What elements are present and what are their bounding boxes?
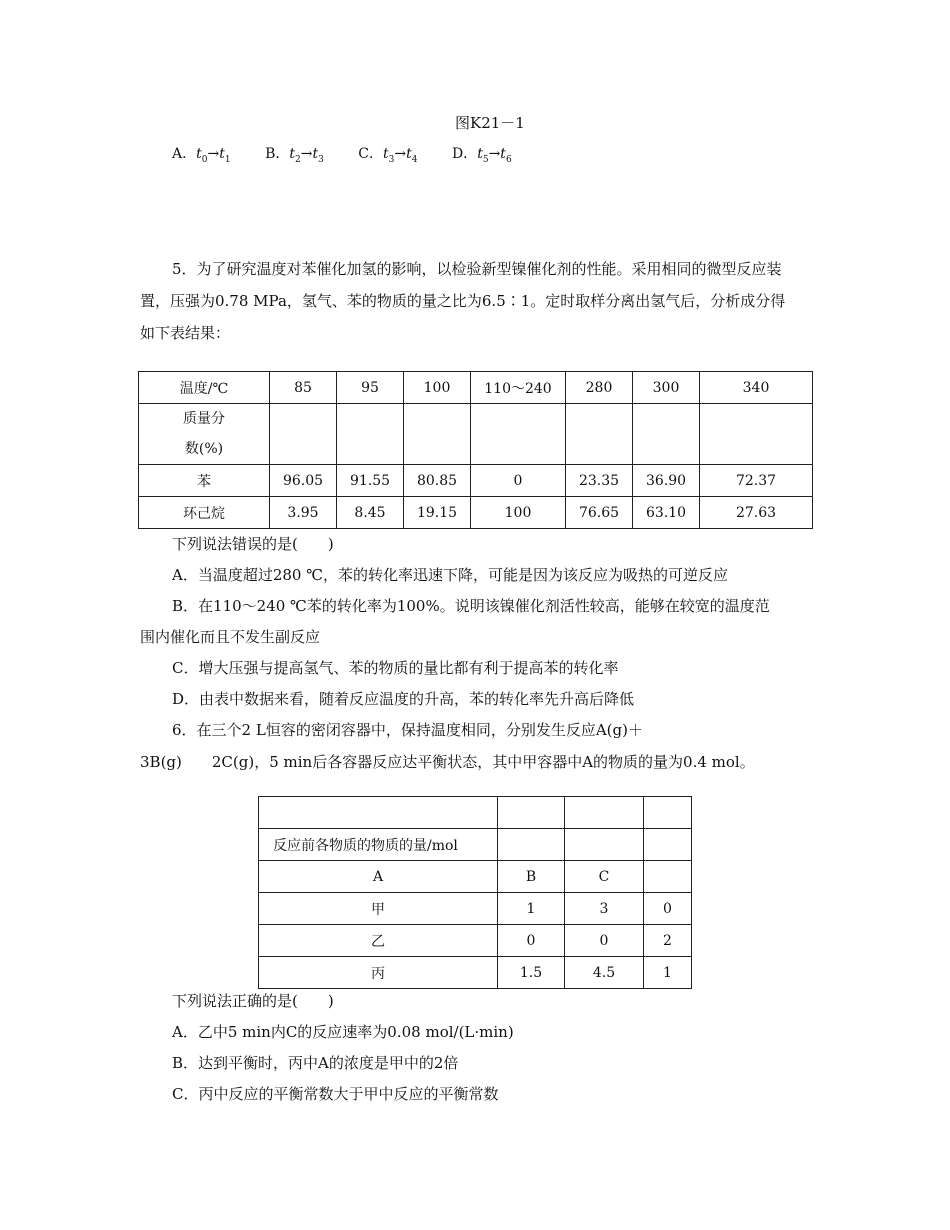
table-cell (471, 404, 566, 465)
q5-option-b: B．在110～240 ℃苯的转化率为100%。说明该镍催化剂活性较高，能够在较宽的温度范 (172, 597, 770, 615)
table-cell: 3 (565, 893, 644, 925)
time-symbol: t (406, 146, 412, 162)
q6-stem-line2: 3B(g) 2C(g)，5 min后各容器反应达平衡状态，其中甲容器中A的物质的量为0.4 mol。 (140, 753, 755, 771)
option-label: D． (451, 146, 478, 162)
table-cell: 0 (565, 925, 644, 957)
row-label: 苯 (139, 465, 270, 497)
table-cell: 1 (644, 957, 692, 989)
subscript: 3 (318, 154, 324, 165)
table-cell: 100 (471, 497, 566, 529)
table-row (259, 925, 692, 957)
q5-stem: 5．为了研究温度对苯催化加氢的影响，以检验新型镍催化剂的性能。采用相同的微型反应装置，压强为0.78 MPa，氢气、苯的物质的量之比为6.5∶1。定时取样分离出氢气后，分析成分得如下表结果： (140, 260, 786, 342)
table-header-cell: 85 (270, 372, 337, 404)
subscript: 1 (224, 154, 231, 165)
table-cell (498, 797, 565, 829)
q4-options (172, 143, 542, 165)
q6-data-table (258, 796, 692, 989)
table-cell: 19.15 (404, 497, 471, 529)
q5-option-d: D．由表中数据来看，随着反应温度的升高，苯的转化率先升高后降低 (172, 690, 635, 708)
time-symbol: t (312, 146, 319, 162)
time-symbol: t (289, 146, 295, 162)
table-row (139, 497, 813, 529)
option-label: C． (358, 146, 384, 162)
table-header-cell: 110～240 (471, 372, 566, 404)
q4-option-c (358, 143, 417, 165)
q4-option-a (172, 143, 231, 165)
q4-option-b (265, 143, 324, 165)
table-header-cell: 300 (633, 372, 700, 404)
table-cell (565, 797, 644, 829)
table-cell: 27.63 (700, 497, 813, 529)
time-symbol: t (196, 146, 202, 162)
table-row (139, 372, 813, 404)
table-cell (404, 404, 471, 465)
table-cell (259, 797, 498, 829)
q5-data-table (138, 371, 813, 529)
table-cell (644, 797, 692, 829)
table-cell: 0 (644, 893, 692, 925)
row-label: 环己烷 (139, 497, 270, 529)
table-cell: 80.85 (404, 465, 471, 497)
arrow-icon: → (488, 146, 501, 162)
table-header-cell: 280 (566, 372, 633, 404)
table-row (259, 861, 692, 893)
arrow-icon: → (394, 146, 407, 162)
table-header-cell: 温度/℃ (139, 372, 270, 404)
table-cell: 23.35 (566, 465, 633, 497)
table-cell: 0 (498, 925, 565, 957)
table-cell: 8.45 (337, 497, 404, 529)
option-label: B． (265, 146, 290, 162)
subscript: 6 (505, 154, 512, 165)
table-header-cell: 反应前各物质的物质的量/mol (259, 829, 498, 861)
table-row (259, 829, 692, 861)
table-cell (270, 404, 337, 465)
row-label: 丙 (259, 957, 498, 989)
table-row (259, 893, 692, 925)
table-cell: 91.55 (337, 465, 404, 497)
column-label: B (498, 861, 565, 893)
table-header-cell: 100 (404, 372, 471, 404)
mass-label-line: 数(%) (184, 441, 224, 457)
q5-option-a: A．当温度超过280 ℃，苯的转化率迅速下降，可能是因为该反应为吸热的可逆反应 (172, 566, 729, 584)
table-cell: 72.37 (700, 465, 813, 497)
time-symbol: t (477, 146, 483, 162)
table-cell (700, 404, 813, 465)
table-cell: 2 (644, 925, 692, 957)
subscript: 5 (482, 154, 489, 165)
q5-option-b-continued: 围内催化而且不发生副反应 (140, 628, 321, 646)
q6-prompt: 下列说法正确的是( ) (172, 992, 334, 1010)
figure-caption: 图K21－1 (455, 114, 525, 132)
time-symbol: t (219, 146, 225, 162)
table-cell (644, 861, 692, 893)
table-cell: 76.65 (566, 497, 633, 529)
table-cell: 36.90 (633, 465, 700, 497)
table-cell (498, 829, 565, 861)
table-cell (565, 829, 644, 861)
q6-stem-line1: 6．在三个2 L恒容的密闭容器中，保持温度相同，分别发生反应A(g)＋ (172, 721, 643, 739)
table-cell (644, 829, 692, 861)
table-header-cell: 95 (337, 372, 404, 404)
table-cell: 63.10 (633, 497, 700, 529)
mass-fraction-label (139, 404, 270, 465)
q4-option-d (452, 143, 512, 165)
q6-option-a: A．乙中5 min内C的反应速率为0.08 mol/(L·min) (172, 1023, 514, 1041)
q6-option-b: B．达到平衡时，丙中A的浓度是甲中的2倍 (172, 1054, 459, 1072)
table-header-cell: 340 (700, 372, 813, 404)
row-label: 甲 (259, 893, 498, 925)
table-cell (633, 404, 700, 465)
q5-prompt: 下列说法错误的是( ) (172, 535, 334, 553)
table-cell: 1 (498, 893, 565, 925)
table-row (259, 797, 692, 829)
column-label: A (259, 861, 498, 893)
table-cell: 4.5 (565, 957, 644, 989)
table-row (139, 465, 813, 497)
q6-option-c: C．丙中反应的平衡常数大于甲中反应的平衡常数 (172, 1085, 499, 1103)
table-cell (566, 404, 633, 465)
table-cell: 0 (471, 465, 566, 497)
mass-label-line: 质量分 (183, 411, 225, 427)
option-label: A． (172, 146, 197, 162)
subscript: 2 (295, 154, 301, 165)
q5-option-c: C．增大压强与提高氢气、苯的物质的量比都有利于提高苯的转化率 (172, 659, 619, 677)
table-row (139, 404, 813, 465)
subscript: 0 (201, 154, 208, 165)
arrow-icon: → (300, 146, 313, 162)
time-symbol: t (383, 146, 389, 162)
subscript: 3 (388, 154, 395, 165)
table-cell: 3.95 (270, 497, 337, 529)
subscript: 4 (411, 154, 418, 165)
table-cell: 1.5 (498, 957, 565, 989)
time-symbol: t (500, 146, 506, 162)
table-cell: 96.05 (270, 465, 337, 497)
column-label: C (565, 861, 644, 893)
table-cell (337, 404, 404, 465)
table-row (259, 957, 692, 989)
arrow-icon: → (207, 146, 220, 162)
row-label: 乙 (259, 925, 498, 957)
